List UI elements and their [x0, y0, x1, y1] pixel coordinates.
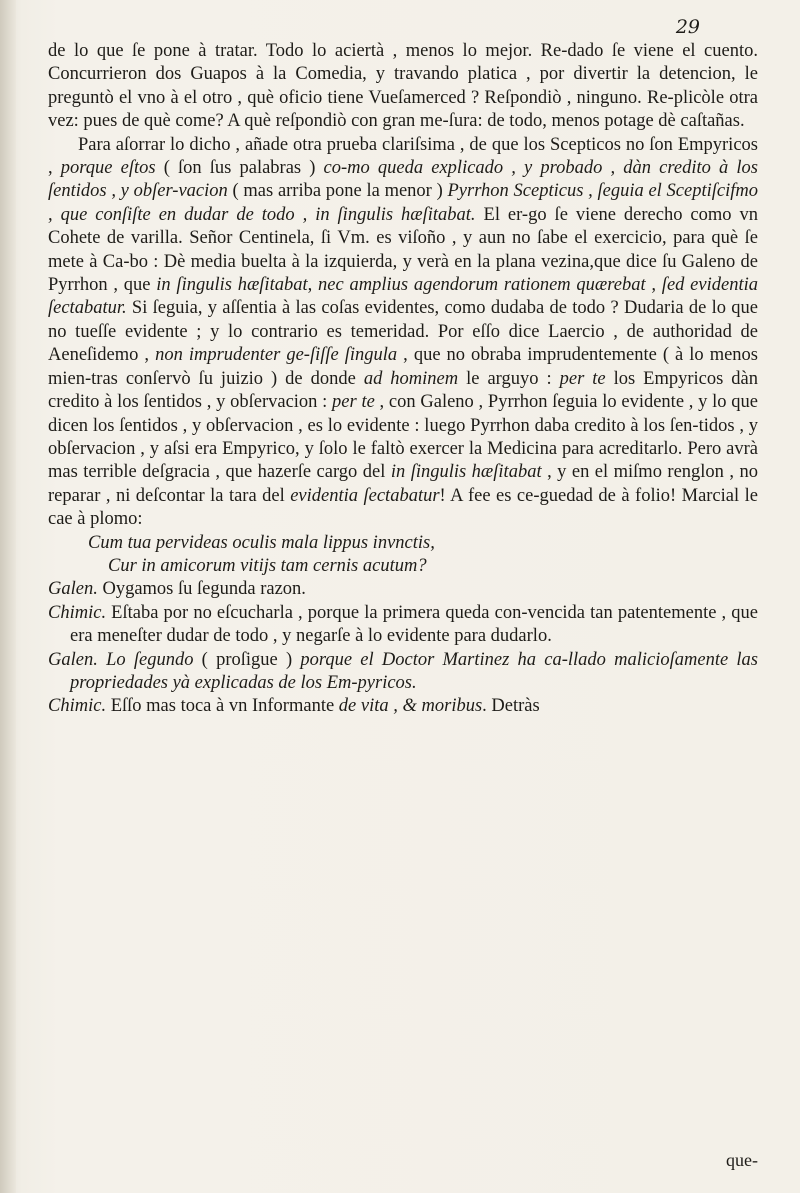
- italic-text: evidentia ſectabatur: [290, 485, 440, 506]
- italic-text: Pyrrhon Scepticus , ſeguia el Sceptiſcifmo , que conſiſte en dudar de todo , in ſingulis hæſitabat.: [48, 181, 758, 225]
- italic-text: ad hominem: [363, 368, 459, 389]
- italic-text: Galen.: [48, 579, 98, 600]
- paragraph: [48, 555, 758, 578]
- text-run: , que no obraba imprudentemente ( à lo menos mien-tras conſervò ſu juizio ) de donde: [48, 345, 758, 389]
- text-run: , y en el miſmo renglon , no reparar , ni deſcontar la tara del: [48, 462, 758, 506]
- italic-text: Cur in amicorum vitijs tam cernis acutum?: [108, 555, 427, 576]
- text-run: ( ſon ſus palabras ): [155, 158, 324, 179]
- italic-text: non imprudenter ge-ſiſſe ſingula: [155, 345, 398, 366]
- text-run: Para aſorrar lo dicho , añade otra prueba clariſsima , de que los Scepticos no ſon Empyricos ,: [48, 134, 758, 179]
- text-run: [98, 650, 106, 670]
- text-run: ,: [307, 275, 319, 296]
- italic-text: Cum tua pervideas oculis mala lippus invnctis,: [88, 532, 435, 553]
- text-run: de lo que ſe pone à tratar. Todo lo aciertà , menos lo mejor. Re-dado ſe viene el cuento. Concurrieron dos Guapos à la Comedia, y travando platica , por divertir la detencion, le preguntò el vno à el otro , què oficio tiene Vueſamerced ? Reſpondiò , ninguno. Re-plicòle otra vez: pues de què come? A què reſpondiò con gran me-ſura: de todo, menos potage dè caſtañas.: [48, 41, 758, 132]
- text-run: los Empyricos dàn credito à los ſentidos , y obſervacion :: [48, 368, 759, 413]
- text-run: Eſſo mas toca à vn Informante: [106, 696, 339, 717]
- paragraph: [48, 695, 758, 718]
- paragraph: [48, 649, 758, 696]
- text-run: El er-go ſe viene derecho como vn Cohete de varilla. Señor Centinela, ſi Vm. es viſoño , y aun no ſabe el exercicio, para què ſe mete à Ca-bo : Dè media buelta à la izquierda, y verà en la plana vezina,que dice ſu Galeno de Pyrrhon , que: [48, 204, 758, 296]
- italic-text: porque eſtos: [60, 158, 156, 179]
- italic-text: Galen.: [48, 649, 98, 670]
- italic-text: per te: [332, 392, 375, 413]
- italic-text: porque el Doctor Martinez ha ca-llado malicioſamente las propriedades yà explicadas de los Em-pyricos.: [70, 649, 759, 693]
- body-text: [48, 40, 758, 719]
- paragraph: [48, 578, 758, 601]
- italic-text: per te: [559, 368, 606, 389]
- paragraph: [48, 40, 758, 134]
- text-run: ! A fee es ce-guedad de à folio! Marcial le cae à plomo:: [48, 485, 758, 530]
- italic-text: Lo ſegundo: [106, 649, 194, 670]
- text-run: . Detràs: [482, 696, 540, 717]
- italic-text: in ſingulis hæſitabat: [156, 275, 308, 296]
- text-run: , con Galeno , Pyrrhon ſeguia lo evidente , y lo que dicen los ſentidos , y obſervacion , es lo evidente : luego Pyrrhon daba credito à los ſen-tidos , y obſervacion , y aſsi era Empyrico, y ſolo le faltò exercer la Medicina para acreditarlo. Pero avrà mas terrible deſgracia , que hazerſe cargo del: [48, 392, 758, 483]
- page-number: 29: [675, 16, 700, 38]
- italic-text: Chimic.: [48, 696, 107, 717]
- italic-text: Chimic.: [48, 602, 107, 623]
- text-run: Oygamos ſu ſegunda razon.: [97, 579, 306, 600]
- text-run: Si ſeguia, y aſſentia à las coſas evidentes, como dudaba de todo ? Dudaria de lo que no tueſſe evidente ; y lo contrario es temeridad. Por eſſo dice Laercio , de authoridad de Aeneſidemo ,: [48, 298, 758, 366]
- page-gutter: [0, 0, 16, 1193]
- text-run: le arguyo :: [458, 368, 560, 389]
- text-run: ( proſigue ): [193, 649, 301, 670]
- italic-text: in ſingulis hæſitabat: [390, 462, 542, 483]
- text-run: Eſtaba por no eſcucharla , porque la primera queda con-vencida tan patentemente , que era meneſter dudar de todo , y negarſe à lo evidente para dudarlo.: [70, 602, 758, 647]
- paragraph: [48, 134, 758, 532]
- paragraph: [48, 532, 758, 555]
- text-run: ( mas arriba pone la menor ): [227, 181, 448, 202]
- italic-text: co-mo queda explicado , y probado , dàn credito à los ſentidos , y obſer-vacion: [48, 158, 759, 202]
- paragraph: [48, 602, 758, 649]
- catchword: que-: [726, 1150, 758, 1170]
- italic-text: nec amplius agendorum rationem quærebat , ſed evidentia ſectabatur.: [48, 275, 758, 319]
- italic-text: de vita , & moribus: [338, 696, 483, 717]
